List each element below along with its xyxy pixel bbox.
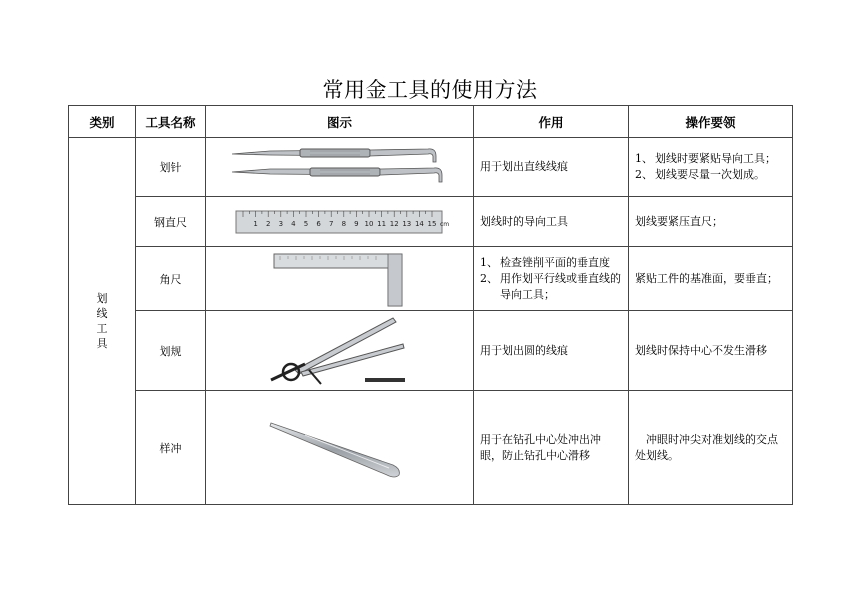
ruler-unit-label: cm [439,220,449,228]
ruler-tick-label: 5 [303,219,308,228]
tips-item: 1、 划线时要紧贴导向工具； [635,152,776,165]
header-category: 类别 [69,106,136,138]
tool-image-cell [206,247,474,311]
tool-tips: 紧贴工件的基准面，要垂直； [629,247,793,311]
ruler-tick-label: 6 [315,219,321,228]
divider-compass-image [265,314,415,388]
ruler-tick-label: 3 [278,219,283,228]
tool-tips [629,138,793,197]
ruler-tick-label: 10 [364,219,373,228]
header-use: 作用 [474,106,629,138]
steel-ruler-image [235,208,449,236]
tool-use: 划线时的导向工具 [474,197,629,247]
tool-tips: 划线要紧压直尺； [629,197,793,247]
table-row [69,197,793,247]
use-item: 2、 用作划平行线或垂直线的导向工具； [480,271,621,301]
tool-name: 划针 [136,138,206,197]
use-item: 1、 检查锉削平面的垂直度 [480,255,610,269]
header-row [69,106,793,138]
tool-image-cell [206,138,474,197]
tool-tips: 冲眼时冲尖对准划线的交点处划线。 [629,391,793,505]
ruler-tick-label: 9 [353,219,359,228]
center-punch-image [265,413,415,483]
tool-tips: 划线时保持中心不发生滑移 [629,311,793,391]
table-row [69,391,793,505]
ruler-tick-label: 2 [265,219,270,228]
category-cell [69,138,136,505]
category-label: 划线工具 [96,292,108,350]
tool-name: 划规 [136,311,206,391]
tool-use: 用于划出直线线痕 [474,138,629,197]
tool-image-cell [206,391,474,505]
ruler-tick-label: 13 [401,219,411,228]
square-ruler-image [270,250,410,308]
tool-image-cell [206,311,474,391]
tool-use [474,247,629,311]
ruler-tick-label: 11 [376,219,386,228]
ruler-tick-label: 8 [341,219,346,228]
ruler-tick-label: 7 [328,219,333,228]
tool-name: 钢直尺 [136,197,206,247]
header-tool-name: 工具名称 [136,106,206,138]
tool-name: 样冲 [136,391,206,505]
tool-image-cell [206,197,474,247]
header-image: 图示 [206,106,474,138]
ruler-tick-label: 14 [414,219,424,228]
table-row [69,247,793,311]
ruler-tick-label: 1 [252,219,258,228]
ruler-tick-label: 15 [427,219,436,228]
tools-table [68,105,793,505]
ruler-tick-label: 12 [389,219,399,228]
ruler-tick-label: 4 [290,219,296,228]
tool-use: 用于划出圆的线痕 [474,311,629,391]
tool-name: 角尺 [136,247,206,311]
table-row [69,311,793,391]
page-title: 常用金工具的使用方法 [322,78,538,102]
tool-use: 用于在钻孔中心处冲出冲眼，防止钻孔中心滑移 [474,391,629,505]
scriber-image [230,144,450,190]
header-tips: 操作要领 [629,106,793,138]
table-row [69,138,793,197]
tips-item: 2、 划线要尽量一次划成。 [635,168,765,181]
